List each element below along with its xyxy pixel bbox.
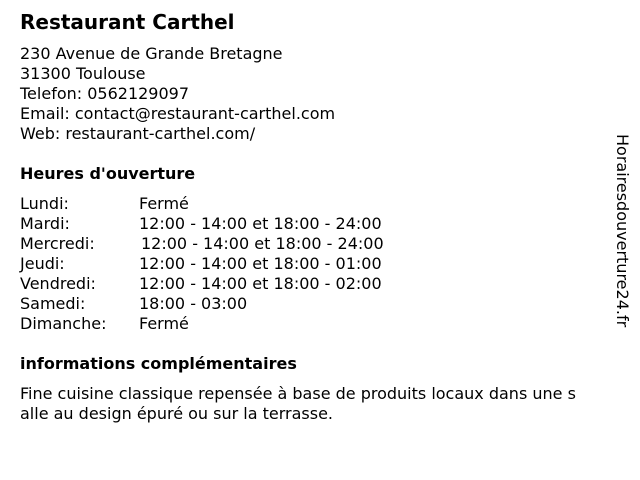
day-hours: 12:00 - 14:00 et 18:00 - 02:00	[139, 274, 382, 293]
info-line-1: Fine cuisine classique repensée à base de produits locaux dans une s	[20, 384, 576, 403]
hours-heading: Heures d'ouverture	[20, 164, 196, 183]
day-label: Lundi:	[20, 194, 69, 213]
day-label: Jeudi:	[20, 254, 65, 273]
contact-block	[20, 44, 335, 144]
email-line: Email: contact@restaurant-carthel.com	[20, 104, 336, 123]
day-label: Vendredi:	[20, 274, 96, 293]
day-hours: Fermé	[139, 314, 189, 333]
day-label: Dimanche:	[20, 314, 107, 333]
day-hours: Fermé	[139, 194, 189, 213]
site-watermark: Horairesdouverture24.fr	[613, 134, 632, 328]
day-hours: 12:00 - 14:00 et 18:00 - 24:00	[139, 214, 382, 233]
day-label: Mardi:	[20, 214, 70, 233]
day-hours: 12:00 - 14:00 et 18:00 - 24:00	[141, 234, 384, 253]
phone-line: Telefon: 0562129097	[20, 84, 190, 103]
info-description	[20, 384, 620, 424]
info-line-2: alle au design épuré ou sur la terrasse.	[20, 404, 334, 423]
address-city: 31300 Toulouse	[20, 64, 146, 83]
day-label: Mercredi:	[20, 234, 95, 253]
day-hours: 18:00 - 03:00	[139, 294, 248, 313]
web-line: Web: restaurant-carthel.com/	[20, 124, 256, 143]
info-heading: informations complémentaires	[20, 354, 297, 373]
address-street: 230 Avenue de Grande Bretagne	[20, 44, 283, 63]
restaurant-name: Restaurant Carthel	[20, 10, 235, 34]
day-label: Samedi:	[20, 294, 86, 313]
day-hours: 12:00 - 14:00 et 18:00 - 01:00	[139, 254, 382, 273]
